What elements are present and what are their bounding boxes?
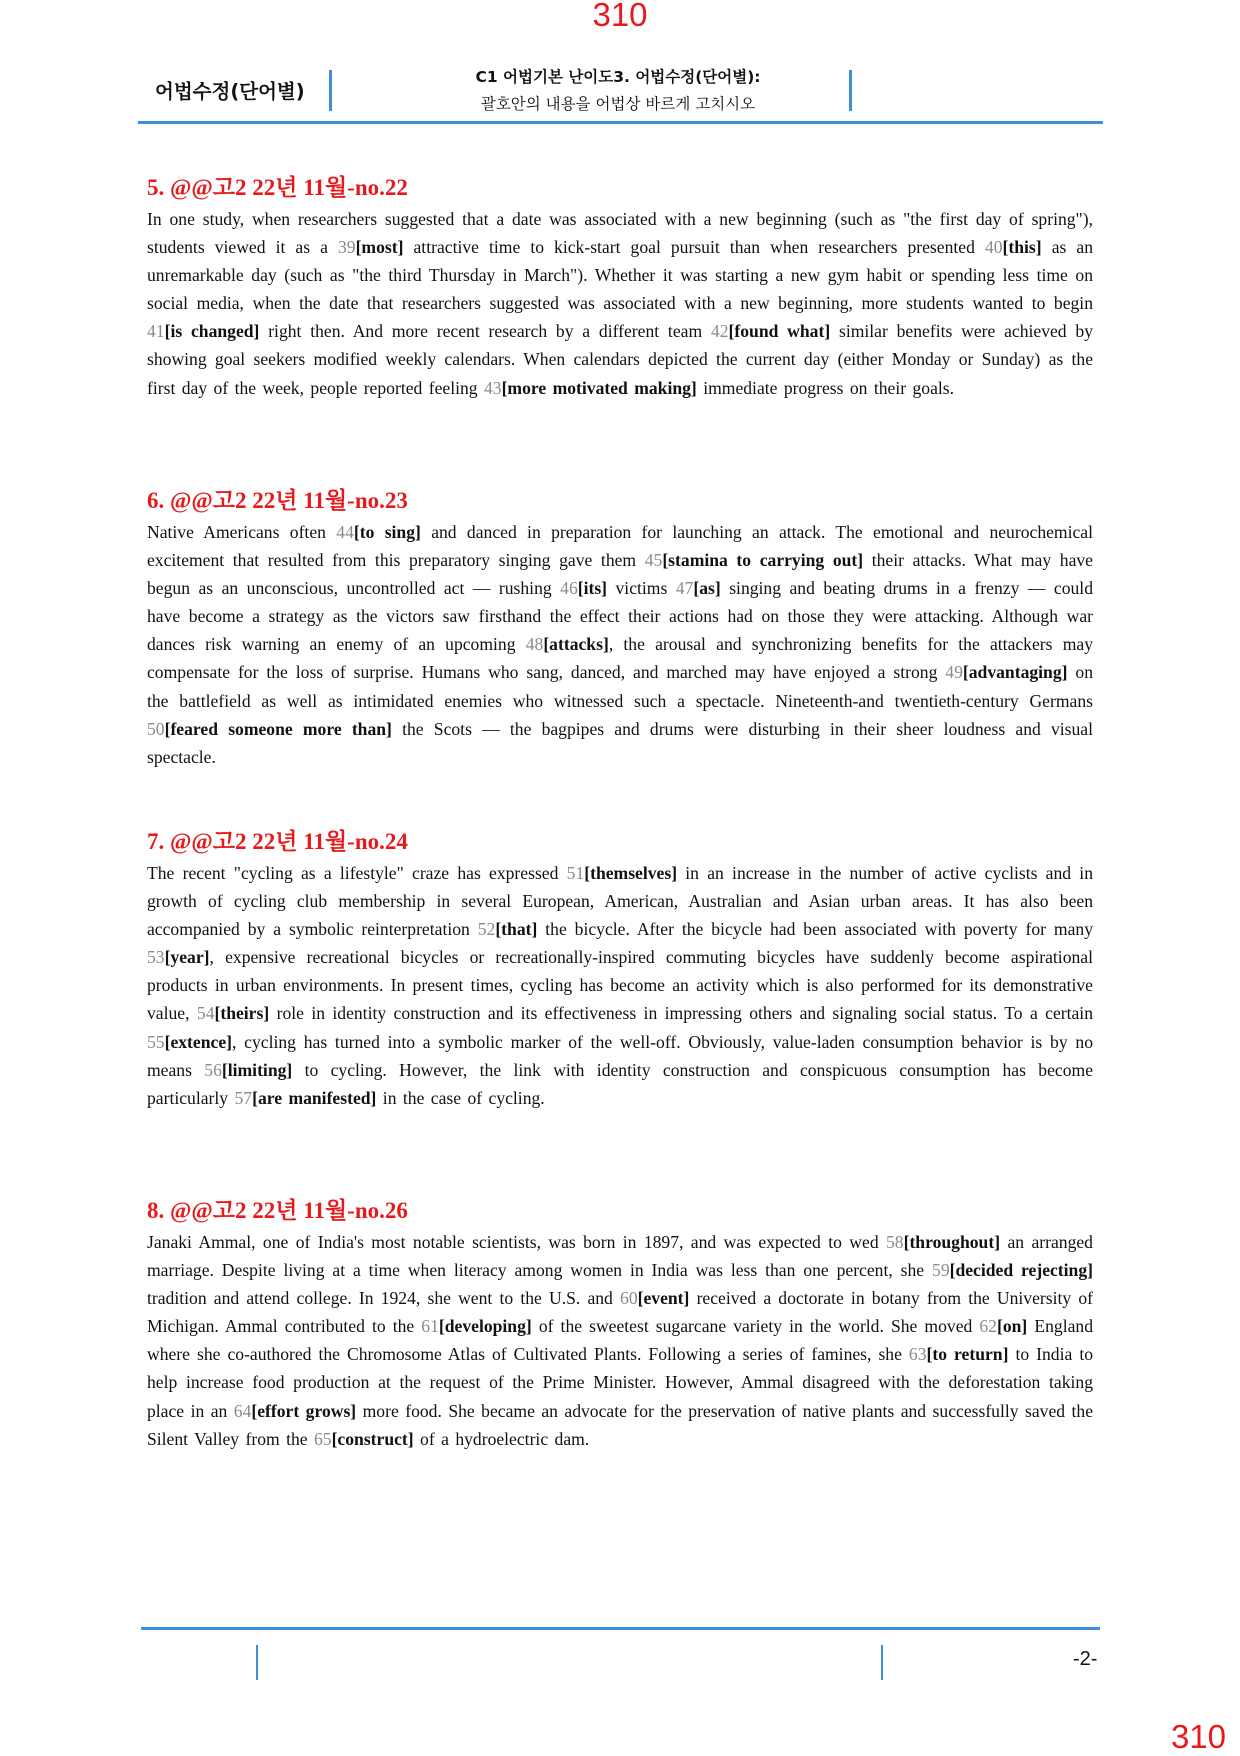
question-number: 60 — [620, 1288, 638, 1309]
header-subtitle-line2: 괄호안의 내용을 어법상 바르게 고치시오 — [480, 95, 756, 113]
question-blank-54 — [197, 1003, 269, 1023]
question-section-5 — [147, 171, 1093, 402]
header-divider-right — [849, 70, 852, 111]
question-number: 41 — [147, 321, 165, 342]
footer-divider-right — [881, 1645, 883, 1680]
section-passage: Native Americans often 44[to sing] and danced in preparation for launching an attack. The emotional and neurochemical excitement that resulted from this preparatory singing gave them 45[stamina to carrying out] their attacks. What may have begun as an unconscious, uncontrolled act — rushing 46[its] victims 47[as] singing and beating drums in a frenzy — could have become a strategy as the victors saw firsthand the effect their actions had on those they were attacking. Although war dances risk warning an enemy of an upcoming 48[attacks], the arousal and synchronizing benefits for the attackers may compensate for the loss of surprise. Humans who sang, danced, and marched may have enjoyed a strong 49[advantaging] on the battlefield as well as intimidated enemies who witnessed such a spectacle. Nineteenth-and twentieth-century Germans 50[feared someone more than] the Scots — the bagpipes and drums were disturbing in their sheer loudness and visual spectacle. — [147, 522, 1094, 767]
question-number: 64 — [233, 1400, 252, 1421]
page-number-top: 310 — [592, 0, 648, 33]
bracketed-answer: [more motivated making] — [501, 377, 697, 398]
question-blank-65 — [314, 1429, 414, 1449]
bracketed-answer: [event] — [637, 1288, 690, 1309]
question-number: 53 — [147, 947, 165, 968]
question-blank-61 — [421, 1316, 531, 1336]
bracketed-answer: [themselves] — [584, 863, 678, 883]
question-blank-60 — [620, 1288, 689, 1308]
question-blank-55 — [147, 1032, 232, 1052]
bracketed-answer: [year] — [164, 947, 210, 968]
question-blank-53 — [147, 947, 210, 967]
bracketed-answer: [limiting] — [221, 1059, 293, 1080]
header-subtitle — [378, 64, 858, 118]
bracketed-answer: [this] — [1002, 237, 1042, 258]
header-title: 어법수정(단어별) — [155, 80, 305, 103]
question-number: 54 — [196, 1003, 215, 1024]
section-title: 5. @@고2 22년 11월-no.22 — [147, 175, 408, 200]
question-number: 50 — [147, 718, 165, 739]
footer-rule — [141, 1627, 1100, 1630]
question-section-6 — [147, 484, 1093, 771]
question-blank-57 — [235, 1088, 377, 1108]
bracketed-answer: [extence] — [164, 1031, 232, 1052]
section-passage: The recent "cycling as a lifestyle" craze has expressed 51[themselves] in an increase in the number of active cyclists and in growth of cycling club membership in several European, American, Australian and Asian urban areas. It has also been accompanied by a symbolic reinterpretation 52[that] the bicycle. After the bicycle had been associated with poverty for many 53[year], expensive recreational bicycles or recreationally-inspired commuting bicycles have suddenly become aspirational products in urban environments. In present times, cycling has become an activity which is also performed for its demonstrative value, 54[theirs] role in identity construction and its effectiveness in impressing others and signaling social status. To a certain 55[extence], cycling has turned into a symbolic marker of the well-off. Obviously, value-laden consumption behavior is by no means 56[limiting] to cycling. However, the link with identity construction and conspicuous consumption has become particularly 57[are manifested] in the case of cycling. — [147, 863, 1093, 1108]
question-blank-62 — [979, 1316, 1027, 1336]
bracketed-answer: [theirs] — [214, 1003, 270, 1024]
footer-divider-left — [256, 1645, 258, 1680]
question-blank-51 — [567, 863, 677, 883]
question-number: 44 — [336, 522, 354, 542]
bracketed-answer: [attacks] — [543, 634, 609, 655]
question-number: 59 — [932, 1260, 950, 1281]
bracketed-answer: [is changed] — [164, 321, 260, 342]
question-number: 49 — [945, 662, 963, 683]
question-number: 47 — [675, 578, 694, 599]
question-number: 61 — [421, 1316, 439, 1337]
question-blank-52 — [478, 919, 538, 939]
question-blank-45 — [645, 550, 863, 570]
header-subtitle-line1: C1 어법기본 난이도3. 어법수정(단어별): — [475, 68, 761, 86]
question-number: 52 — [477, 919, 496, 940]
footer-page-number: -2- — [1073, 1648, 1098, 1670]
question-section-8 — [147, 1194, 1093, 1453]
question-blank-58 — [886, 1232, 1000, 1252]
bracketed-answer: [stamina to carrying out] — [662, 550, 864, 571]
question-blank-39 — [338, 237, 403, 257]
question-number: 39 — [337, 237, 356, 258]
question-number: 63 — [908, 1344, 927, 1365]
question-number: 42 — [710, 321, 729, 342]
bracketed-answer: [to sing] — [353, 522, 421, 542]
bracketed-answer: [throughout] — [903, 1232, 1001, 1252]
header-divider-left — [329, 70, 332, 111]
question-blank-44 — [336, 522, 421, 542]
question-blank-63 — [909, 1344, 1009, 1364]
question-number: 57 — [234, 1087, 253, 1108]
bracketed-answer: [are manifested] — [252, 1087, 377, 1108]
question-number: 48 — [525, 634, 544, 655]
section-passage: In one study, when researchers suggested that a date was associated with a new beginning (such as "the first day of spring"), students viewed it as a 39[most] attractive time to kick-start goal pursuit than when researchers presented 40[this] as an unremarkable day (such as "the third Thursday in March"). Whether it was starting a new gym habit or spending less time on social media, when the date that researchers suggested was associated with a new beginning, more students wanted to begin 41[is changed] right then. And more recent research by a different team 42[found what] similar benefits were achieved by showing goal seekers modified weekly calendars. When calendars depicted the current day (either Monday or Sunday) as the first day of the week, people reported feeling 43[more motivated making] immediate progress on their goals. — [147, 209, 1094, 398]
question-blank-41 — [147, 321, 259, 341]
question-blank-40 — [985, 237, 1042, 257]
question-number: 51 — [566, 863, 585, 883]
question-blank-50 — [147, 719, 392, 739]
bracketed-answer: [its] — [577, 578, 608, 599]
question-number: 43 — [483, 377, 502, 398]
question-number: 45 — [644, 550, 663, 571]
bracketed-answer: [that] — [495, 919, 538, 940]
question-blank-56 — [204, 1060, 292, 1080]
section-passage: Janaki Ammal, one of India's most notable scientists, was born in 1897, and was expected to wed 58[throughout] an arranged marriage. Despite living at a time when literacy among women in India was less than one percent, she 59[decided rejecting] tradition and attend college. In 1924, she went to the U.S. and 60[event] received a doctorate in botany from the University of Michigan. Ammal contributed to the 61[developing] of the sweetest sugarcane variety in the world. She moved 62[on] England where she co-authored the Chromosome Atlas of Cultivated Plants. Following a series of famines, she 63[to return] to India to help increase food production at the request of the Prime Minister. However, Ammal disagreed with the deforestation taking place in an 64[effort grows] more food. She became an advocate for the preservation of native plants and successfully saved the Silent Valley from the 65[construct] of a hydroelectric dam. — [147, 1232, 1094, 1449]
question-number: 40 — [984, 237, 1003, 258]
question-blank-46 — [560, 578, 607, 598]
question-number: 65 — [313, 1428, 332, 1449]
bracketed-answer: [most] — [355, 237, 404, 258]
bracketed-answer: [on] — [996, 1316, 1028, 1337]
question-number: 62 — [979, 1316, 997, 1337]
bracketed-answer: [found what] — [728, 321, 831, 342]
bracketed-answer: [as] — [693, 578, 721, 599]
question-blank-43 — [484, 378, 697, 398]
section-title: 8. @@고2 22년 11월-no.26 — [147, 1198, 408, 1223]
question-number: 58 — [886, 1232, 904, 1252]
bracketed-answer: [developing] — [438, 1316, 532, 1337]
header-rule — [138, 121, 1103, 124]
bracketed-answer: [feared someone more than] — [164, 718, 392, 739]
page-number-bottom: 310 — [1170, 1718, 1226, 1755]
section-title: 6. @@고2 22년 11월-no.23 — [147, 488, 408, 513]
section-title: 7. @@고2 22년 11월-no.24 — [147, 829, 408, 854]
question-blank-64 — [234, 1401, 356, 1421]
question-blank-47 — [676, 578, 721, 598]
question-blank-48 — [526, 634, 609, 654]
question-number: 56 — [204, 1059, 222, 1080]
bracketed-answer: [decided rejecting] — [949, 1260, 1093, 1281]
question-number: 55 — [147, 1031, 165, 1052]
question-number: 46 — [560, 578, 578, 599]
bracketed-answer: [effort grows] — [251, 1400, 357, 1421]
bracketed-answer: [to return] — [926, 1344, 1009, 1365]
question-blank-59 — [932, 1260, 1093, 1280]
bracketed-answer: [construct] — [331, 1428, 414, 1449]
bracketed-answer: [advantaging] — [962, 662, 1068, 683]
question-blank-49 — [945, 662, 1067, 682]
question-blank-42 — [711, 321, 830, 341]
question-section-7 — [147, 825, 1093, 1112]
